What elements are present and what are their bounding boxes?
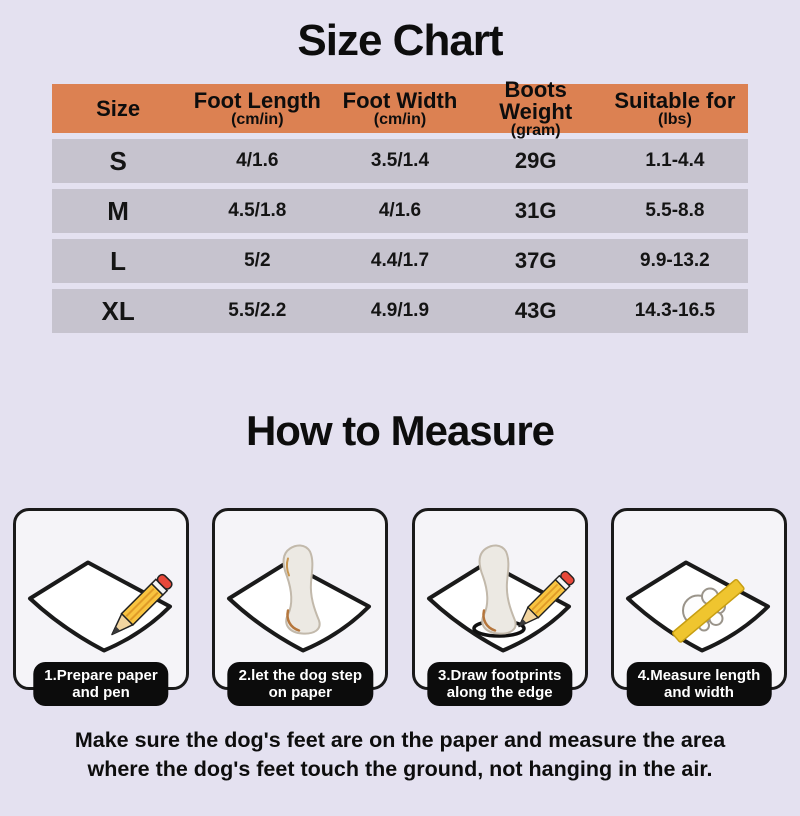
step-label-4: 4.Measure length and width [627, 662, 772, 707]
size-chart-infographic [0, 16, 800, 816]
column-header-boots-weight: Boots Weight (gram) [499, 76, 573, 139]
column-header-foot-length: Foot Length (cm/in) [193, 87, 321, 128]
column-header-size: Size [96, 95, 141, 121]
table-row-m: M 4.5/1.8 4/1.6 31G 5.5-8.8 [52, 189, 748, 233]
measure-note: Make sure the dog's feet are on the paper and measure the area where the dog's feet touch the ground, not hanging in the air. [74, 728, 726, 782]
step-card-2 [212, 508, 388, 701]
step-card-1 [13, 508, 189, 701]
step-label-3: 3.Draw footprints along the edge [427, 662, 572, 707]
column-header-suitable-for: Suitable for (lbs) [614, 87, 736, 128]
step-card-4 [611, 508, 787, 701]
step-label-2: 2.let the dog step on paper [228, 662, 373, 707]
how-to-measure-title: How to Measure [245, 407, 555, 454]
pencil-tracing-paw-icon [415, 511, 584, 686]
table-row-s: S 4/1.6 3.5/1.4 29G 1.1-4.4 [52, 139, 748, 183]
column-header-foot-width: Foot Width (cm/in) [342, 87, 458, 128]
paper-and-pencil-icon [16, 511, 185, 686]
table-row-l: L 5/2 4.4/1.7 37G 9.9-13.2 [52, 239, 748, 283]
table-header-row [52, 76, 748, 139]
ruler-on-pawprint-icon [614, 511, 783, 686]
size-chart-title: Size Chart [297, 16, 503, 65]
dog-paw-on-paper-icon [215, 511, 384, 686]
size-chart-table [52, 76, 748, 333]
step-card-3 [412, 508, 588, 701]
step-label-1: 1.Prepare paper and pen [33, 662, 168, 707]
measure-steps [0, 508, 800, 701]
table-row-xl: XL 5.5/2.2 4.9/1.9 43G 14.3-16.5 [52, 289, 748, 333]
